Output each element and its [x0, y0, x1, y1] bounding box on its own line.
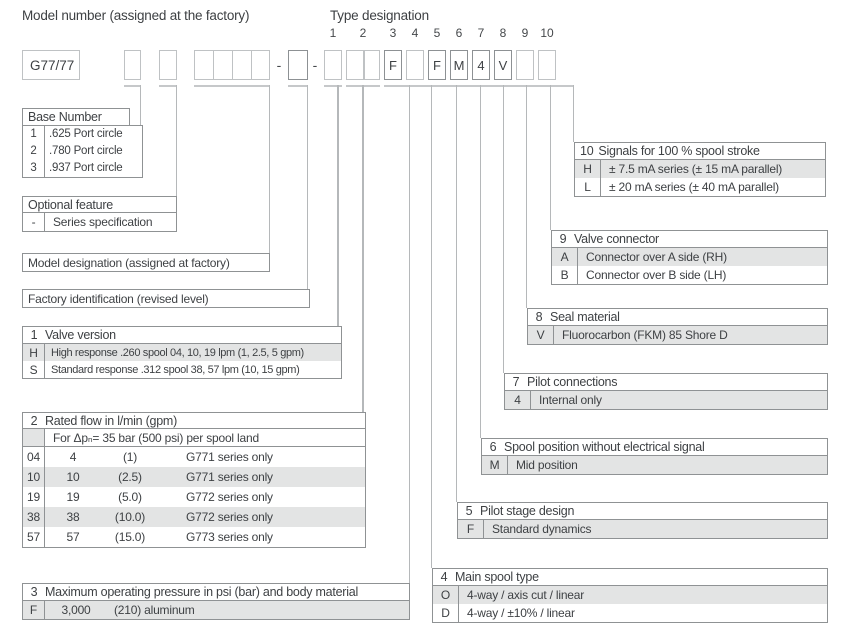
table-row: [23, 213, 176, 231]
table-rated-flow-header: [22, 412, 366, 429]
flow-lpm: 4: [69, 450, 77, 464]
factory-identification-box: [288, 50, 308, 80]
table-signals: [574, 142, 826, 197]
table-row: [433, 586, 827, 604]
type-box-3-value: F: [389, 57, 397, 73]
table-row: [23, 361, 341, 378]
position-number-8: 8: [499, 26, 507, 40]
table-number: 1: [30, 328, 38, 342]
table-body: [504, 390, 828, 410]
table-main-spool: [432, 568, 828, 623]
table-valve-version-header: [22, 326, 342, 344]
leader-model-designation: [269, 85, 271, 253]
cell-divider: [213, 51, 215, 79]
table-body: [22, 428, 366, 548]
table-row: [23, 527, 365, 547]
row-key: F: [458, 520, 484, 538]
leader-pilot-stage: [456, 85, 458, 502]
row-value: Series specification: [53, 215, 153, 229]
type-box-7: [472, 50, 490, 80]
table-body: [527, 325, 828, 345]
leader-optional-feature: [176, 85, 178, 196]
model-prefix-box: [22, 50, 80, 80]
table-row: [458, 520, 827, 538]
table-title: Pilot stage design: [480, 504, 575, 518]
table-body: [22, 600, 410, 620]
row-value: ± 20 mA series (± 40 mA parallel): [609, 180, 779, 194]
flow-lpm: 57: [66, 530, 80, 544]
tick: [194, 85, 270, 87]
table-number: 4: [440, 570, 448, 584]
row-key: H: [23, 344, 45, 361]
row-value: 4-way / ±10% / linear: [467, 606, 575, 620]
row-key: 04: [23, 447, 45, 467]
position-number-9: 9: [521, 26, 529, 40]
type-box-2: [346, 50, 380, 80]
leader-spool-position: [480, 85, 482, 438]
row-key: B: [552, 266, 578, 284]
position-number-2: 2: [359, 26, 367, 40]
model-number-heading: Model number (assigned at the factory): [22, 8, 250, 23]
row-value: ± 7.5 mA series (± 15 mA parallel): [609, 162, 783, 176]
table-main-spool-header: [432, 568, 828, 586]
table-row: [552, 266, 827, 284]
tick: [288, 85, 308, 87]
tick: [538, 85, 574, 87]
table-valve-connector: [551, 230, 828, 285]
table-seal-material-header: [527, 308, 828, 326]
table-title: Valve connector: [574, 232, 659, 246]
table-pilot-connections-header: [504, 373, 828, 391]
table-subheader-row: [23, 429, 365, 447]
row-key: S: [23, 361, 45, 378]
row-key: 4: [505, 391, 531, 409]
table-row: [23, 344, 341, 361]
table-row: [528, 326, 827, 344]
pressure-psi: 3,000: [61, 603, 91, 617]
tick: [159, 85, 177, 87]
label-text: Model designation (assigned at factory): [28, 255, 230, 270]
type-box-6-value: M: [453, 57, 465, 73]
pressure-bar-material: (210) aluminum: [114, 603, 195, 617]
leader-valve-connector: [550, 85, 552, 230]
table-row: [433, 604, 827, 622]
table-body: [574, 159, 826, 197]
row-key: 19: [23, 487, 45, 507]
flow-gpm: (2.5): [118, 470, 142, 484]
value-column: [45, 126, 123, 177]
row-key: H: [575, 160, 601, 178]
table-body: [22, 212, 177, 232]
table-body: [432, 585, 828, 623]
table-pilot-stage-header: [457, 502, 828, 520]
series-note: G771 series only: [186, 470, 273, 484]
table-number: 8: [535, 310, 543, 324]
type-box-7-value: 4: [477, 57, 485, 73]
flow-gpm: (10.0): [114, 510, 146, 524]
leader-signals: [573, 85, 575, 142]
type-box-6: [450, 50, 468, 80]
position-number-5: 5: [433, 26, 441, 40]
table-pilot-stage: [457, 502, 828, 539]
table-row: [23, 507, 365, 527]
row-key: 1: [30, 128, 37, 140]
table-rated-flow: [22, 412, 366, 548]
table-base-number: [22, 108, 130, 126]
table-body: [551, 247, 828, 285]
separator-dash: -: [276, 57, 282, 73]
table-signals-header: [574, 142, 826, 160]
row-key: [23, 429, 45, 446]
row-value: Connector over B side (LH): [586, 268, 727, 282]
model-designation-label: [22, 253, 270, 272]
table-body: [457, 519, 828, 539]
tick: [324, 85, 342, 87]
leader-valve-version: [337, 85, 339, 326]
flow-gpm: (5.0): [118, 490, 142, 504]
model-prefix-text: G77/77: [30, 57, 75, 73]
table-title: Optional feature: [28, 197, 113, 212]
flow-lpm: 10: [66, 470, 80, 484]
position-number-7: 7: [477, 26, 485, 40]
table-title: Signals for 100 % spool stroke: [598, 144, 760, 158]
tick: [124, 85, 141, 87]
row-value: Mid position: [516, 458, 578, 472]
row-key: 38: [23, 507, 45, 527]
label-text: Factory identification (revised level): [28, 291, 209, 306]
table-row: [23, 601, 409, 619]
row-key: L: [575, 178, 601, 196]
table-title: Rated flow in l/min (gpm): [45, 413, 177, 428]
table-row: [505, 391, 827, 409]
table-row: [23, 487, 365, 507]
type-box-8-value: V: [498, 57, 508, 73]
leader-max-pressure: [409, 85, 411, 583]
table-pilot-connections: [504, 373, 828, 410]
leader-seal-material: [526, 85, 528, 308]
table-max-pressure: [22, 583, 410, 620]
row-key: O: [433, 586, 459, 604]
table-row: [23, 467, 365, 487]
table-row: [23, 447, 365, 467]
table-valve-connector-header: [551, 230, 828, 248]
row-key: F: [23, 601, 45, 619]
table-number: 9: [559, 232, 567, 246]
type-box-9: [516, 50, 534, 80]
table-row: [575, 160, 825, 178]
table-max-pressure-header: [22, 583, 410, 601]
row-key: M: [482, 456, 508, 474]
table-title: Base Number: [28, 110, 102, 124]
cell-divider: [363, 51, 365, 79]
row-value: .780 Port circle: [49, 145, 123, 157]
table-spool-position-header: [481, 438, 828, 456]
table-row: [575, 178, 825, 196]
type-designation-heading: Type designation: [330, 8, 429, 23]
table-title: Valve version: [45, 328, 116, 342]
leader-factory-identification: [307, 85, 309, 289]
row-value: Connector over A side (RH): [586, 250, 727, 264]
table-title: Pilot connections: [527, 375, 618, 389]
flow-gpm: (15.0): [114, 530, 146, 544]
table-title: Maximum operating pressure in psi (bar) and body material: [45, 585, 358, 599]
series-note: G773 series only: [186, 530, 273, 544]
row-key: V: [528, 326, 554, 344]
table-number: 10: [580, 144, 594, 158]
table-title: Main spool type: [455, 570, 539, 584]
type-box-3: [384, 50, 402, 80]
factory-identification-label: [22, 289, 310, 308]
row-key: 57: [23, 527, 45, 547]
series-note: G772 series only: [186, 490, 273, 504]
type-box-1: [324, 50, 342, 80]
row-value: 4-way / axis cut / linear: [467, 588, 585, 602]
base-number-box: [124, 50, 141, 80]
key-column: [23, 126, 45, 177]
leader-main-spool: [431, 85, 433, 568]
series-note: G772 series only: [186, 510, 273, 524]
row-key: -: [23, 213, 45, 231]
row-key: 2: [30, 145, 37, 157]
row-value: High response .260 spool 04, 10, 19 lpm (1, 2.5, 5 gpm): [51, 346, 304, 359]
row-value: Standard dynamics: [492, 522, 592, 536]
row-key: A: [552, 248, 578, 266]
table-valve-version: [22, 326, 342, 379]
row-value: Internal only: [539, 393, 602, 407]
model-designation-boxes: [194, 50, 270, 80]
type-box-5-value: F: [433, 57, 441, 73]
row-value: Fluorocarbon (FKM) 85 Shore D: [562, 328, 728, 342]
table-title: Spool position without electrical signal: [504, 440, 705, 454]
table-base-number-rows: [22, 125, 143, 178]
row-value: .937 Port circle: [49, 162, 123, 174]
optional-feature-box: [159, 50, 177, 80]
flow-gpm: (1): [122, 450, 138, 464]
position-number-3: 3: [389, 26, 397, 40]
position-number-6: 6: [455, 26, 463, 40]
leader-rated-flow: [362, 85, 364, 412]
leader-pilot-connections: [503, 85, 505, 373]
table-body: [481, 455, 828, 475]
position-number-1: 1: [329, 26, 337, 40]
row-value: .625 Port circle: [49, 128, 123, 140]
table-number: 5: [465, 504, 473, 518]
position-number-4: 4: [411, 26, 419, 40]
cell-divider: [251, 51, 253, 79]
table-row: [552, 248, 827, 266]
table-number: 3: [30, 585, 38, 599]
subheader-text: For Δpₙ= 35 bar (500 psi) per spool land: [53, 430, 259, 445]
cell-divider: [232, 51, 234, 79]
leader-base-number: [140, 85, 142, 126]
type-box-8: [494, 50, 512, 80]
type-box-5: [428, 50, 446, 80]
table-optional-feature-header: [22, 196, 177, 213]
row-key: 3: [30, 162, 37, 174]
table-optional-feature: [22, 196, 177, 232]
type-box-10: [538, 50, 556, 80]
row-key: D: [433, 604, 459, 622]
table-number: 2: [30, 413, 38, 428]
row-key: 10: [23, 467, 45, 487]
table-number: 6: [489, 440, 497, 454]
type-box-4: [406, 50, 424, 80]
table-body: [22, 343, 342, 379]
table-seal-material: [527, 308, 828, 345]
separator-dash: -: [312, 57, 318, 73]
table-base-number-header: [22, 108, 130, 126]
table-row: [482, 456, 827, 474]
flow-lpm: 19: [66, 490, 80, 504]
series-note: G771 series only: [186, 450, 273, 464]
table-number: 7: [512, 375, 520, 389]
table-spool-position: [481, 438, 828, 475]
table-title: Seal material: [550, 310, 620, 324]
row-value: Standard response .312 spool 38, 57 lpm (10, 15 gpm): [51, 363, 300, 376]
position-number-10: 10: [540, 26, 554, 40]
flow-lpm: 38: [66, 510, 80, 524]
